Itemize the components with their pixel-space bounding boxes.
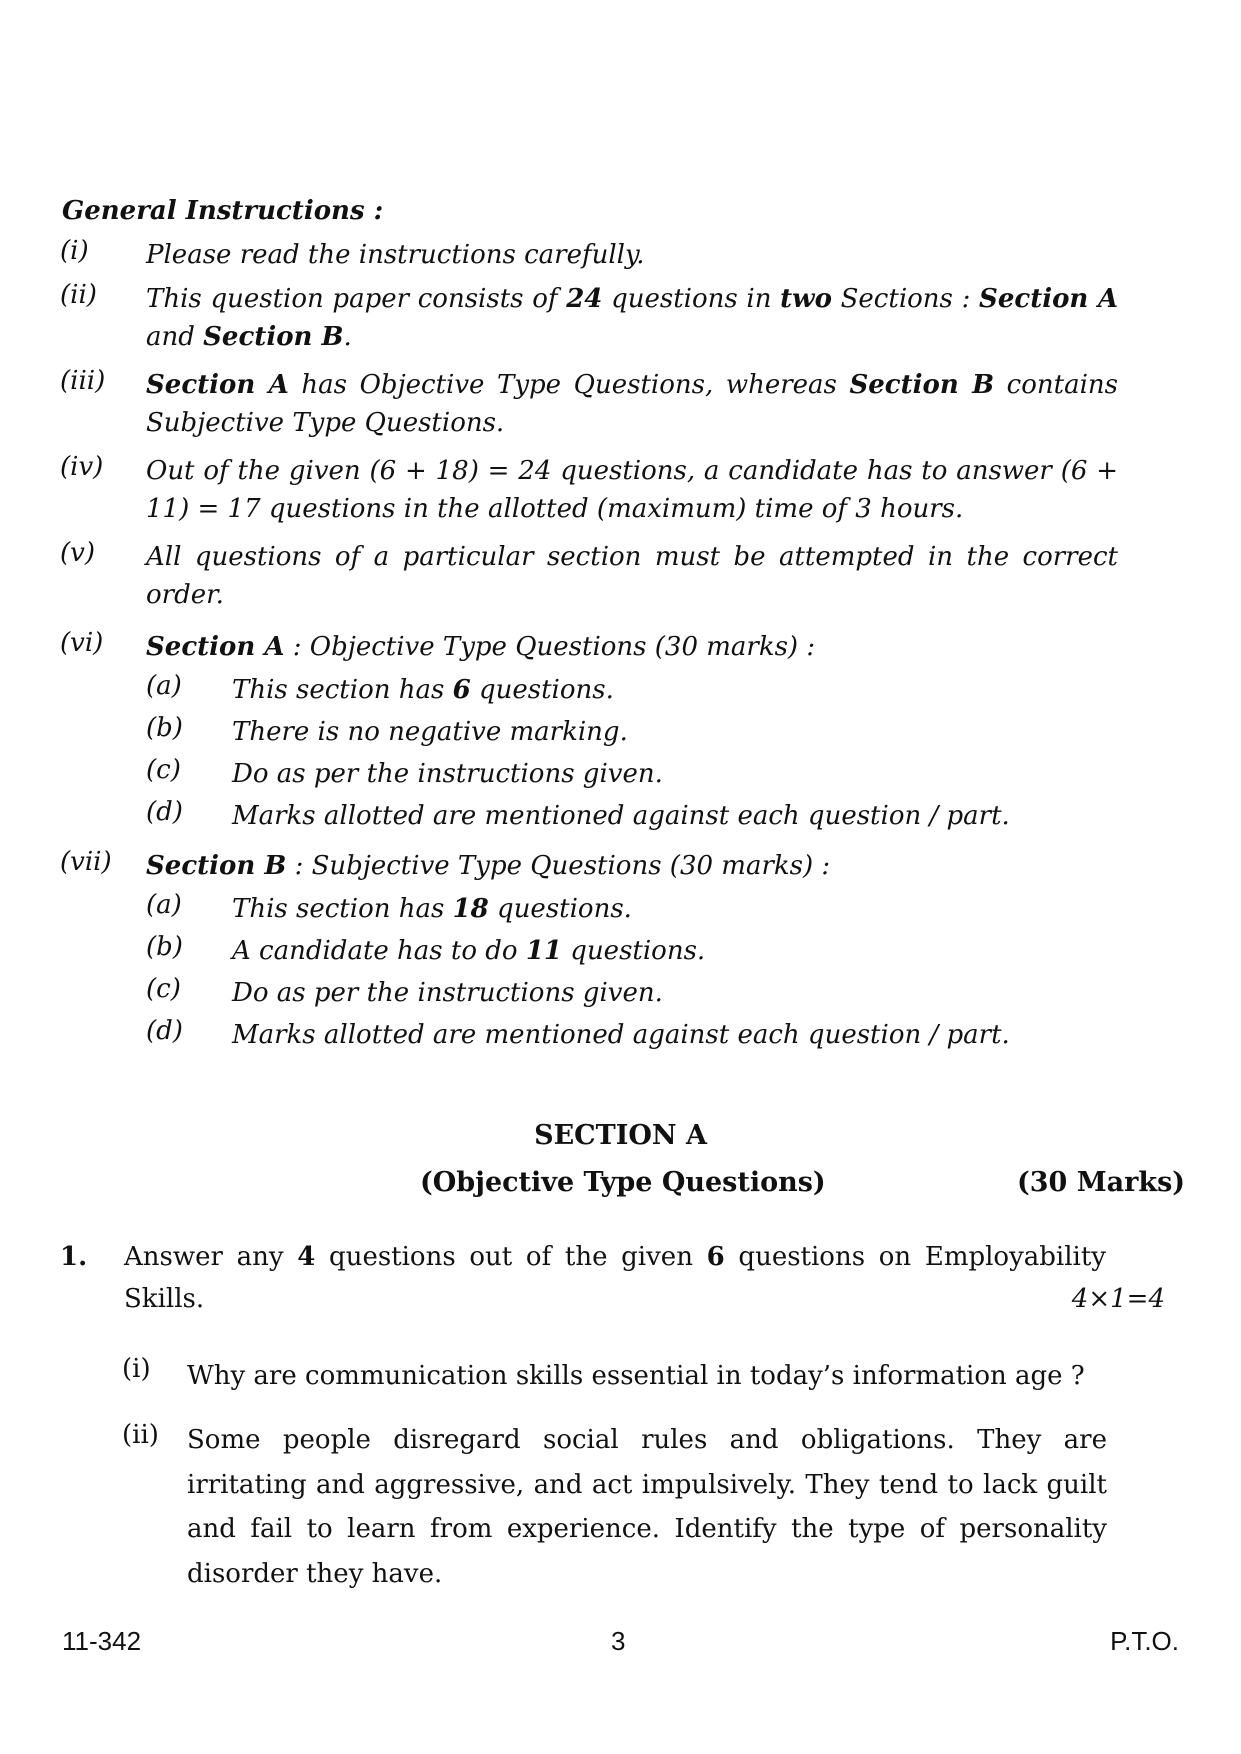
- section-marks: (30 Marks): [1017, 1167, 1186, 1198]
- instruction-number: (iv): [60, 452, 104, 482]
- subitem-text: Marks allotted are mentioned against each question / part.: [232, 1020, 1010, 1050]
- subitem-text: This section has 6 questions.: [232, 675, 614, 705]
- please-turn-over: P.T.O.: [1110, 1626, 1179, 1656]
- subitem-text: Marks allotted are mentioned against each question / part.: [232, 801, 1010, 831]
- instruction-text: Section A : Objective Type Questions (30 marks) :: [146, 632, 816, 662]
- subitem-letter: (d): [146, 1016, 183, 1046]
- subitem-letter: (b): [146, 713, 183, 743]
- instruction-text: All questions of a particular section must be attempted in the correct order.: [146, 542, 1118, 610]
- instruction-text: Out of the given (6 + 18) = 24 questions, a candidate has to answer (6 + 11) = 17 questions in the allotted (maximum) time of 3 hours.: [146, 456, 1118, 524]
- subitem-letter: (c): [146, 974, 181, 1004]
- section-subheading: (Objective Type Questions): [420, 1167, 826, 1198]
- paper-code: 11-342: [62, 1626, 142, 1656]
- subitem-letter: (b): [146, 932, 183, 962]
- subitem-text: A candidate has to do 11 questions.: [232, 936, 706, 966]
- instruction-number: (vii): [60, 847, 112, 877]
- instruction-number: (ii): [60, 280, 97, 310]
- question-marks: 4×1=4: [1071, 1284, 1165, 1314]
- subquestion-text: Some people disregard social rules and obligations. They are irritating and aggressive, and act impulsively. They tend to lack guilt and fail to learn from experience. Identify the type of personality disorder they have.: [187, 1425, 1107, 1589]
- subitem-text: Do as per the instructions given.: [232, 759, 663, 789]
- subitem-letter: (a): [146, 890, 182, 920]
- subitem-text: Do as per the instructions given.: [232, 978, 663, 1008]
- question-text: Answer any 4 questions out of the given 6 questions on Employability Skills.: [124, 1242, 1106, 1314]
- instruction-text: Please read the instructions carefully.: [146, 240, 645, 270]
- subitem-text: This section has 18 questions.: [232, 894, 632, 924]
- instruction-number: (v): [60, 538, 95, 568]
- subquestion-number: (i): [122, 1354, 151, 1384]
- general-instructions-title: General Instructions :: [62, 196, 384, 226]
- question-number: 1.: [60, 1242, 88, 1272]
- instruction-number: (i): [60, 236, 89, 266]
- subquestion-number: (ii): [122, 1420, 159, 1450]
- instruction-text: Section B : Subjective Type Questions (30 marks) :: [146, 851, 831, 881]
- subitem-letter: (a): [146, 671, 182, 701]
- section-heading: SECTION A: [534, 1120, 707, 1151]
- subitem-letter: (c): [146, 755, 181, 785]
- subquestion-text: Why are communication skills essential in today’s information age ?: [187, 1361, 1085, 1391]
- subitem-letter: (d): [146, 797, 183, 827]
- instruction-number: (vi): [60, 628, 104, 658]
- instruction-text: This question paper consists of 24 questions in two Sections : Section A and Section B.: [146, 284, 1118, 352]
- instruction-number: (iii): [60, 366, 106, 396]
- instruction-text: Section A has Objective Type Questions, whereas Section B contains Subjective Type Questions.: [146, 370, 1118, 438]
- subitem-text: There is no negative marking.: [232, 717, 628, 747]
- page-number: 3: [611, 1626, 626, 1656]
